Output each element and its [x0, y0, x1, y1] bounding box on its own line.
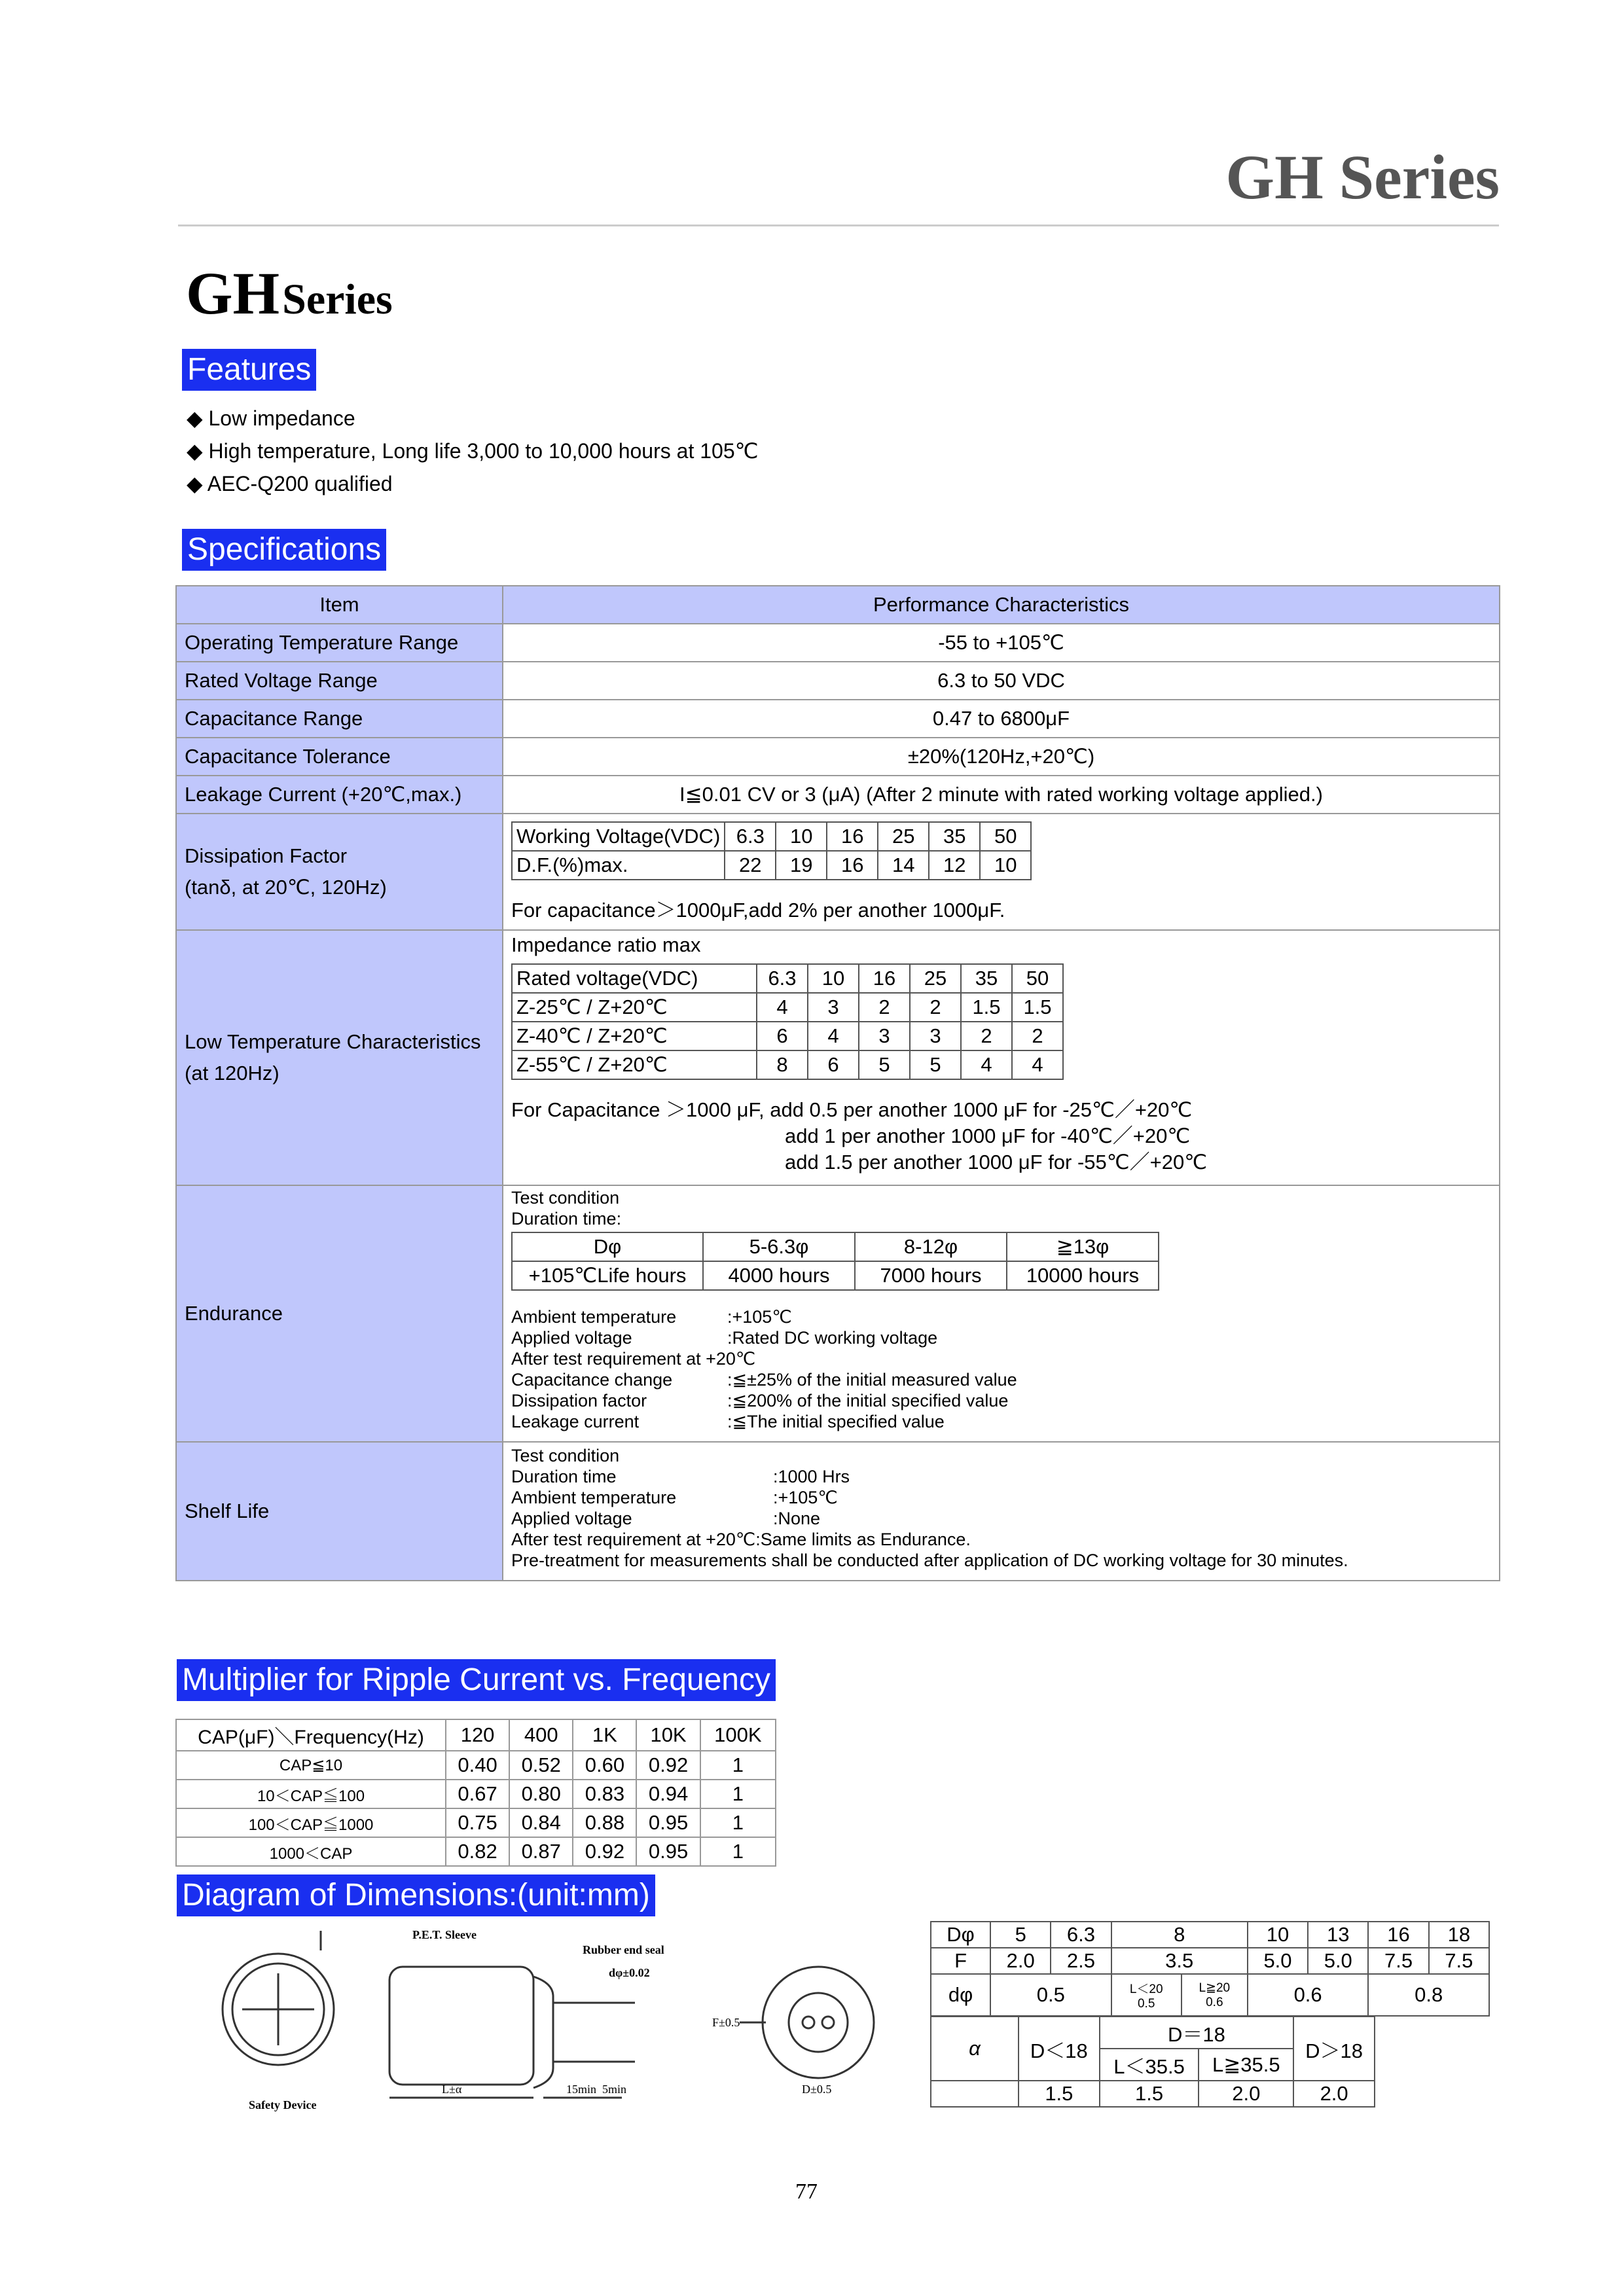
alpha-label: α [931, 2017, 1019, 2081]
length-label: L±α [442, 2083, 462, 2096]
alpha-cell: 1.5 [1100, 2081, 1199, 2107]
lowtemp-cell: 3 [808, 993, 859, 1022]
condition-value: :+105℃ [727, 1307, 792, 1327]
ripple-freq: 1K [573, 1719, 636, 1751]
endurance-table [511, 1232, 1159, 1291]
lowtemp-cell: 10 [808, 964, 859, 993]
features-heading: Features [182, 349, 316, 391]
ripple-cell: 0.95 [636, 1837, 700, 1866]
lowtemp-cell: 6 [757, 1022, 808, 1050]
page-title-main: GH [186, 260, 280, 327]
lowtemp-cell: 6.3 [757, 964, 808, 993]
condition-key: After test requirement at +20℃ [511, 1349, 756, 1369]
df-voltage: 10 [776, 822, 827, 851]
spec-col-item: Item [176, 586, 503, 624]
alpha-head: D＜18 [1019, 2017, 1100, 2081]
ripple-cell: 0.87 [509, 1837, 573, 1866]
shelf-pretreat: Pre-treatment for measurements shall be conducted after application of DC working voltage for 30 minutes. [511, 1551, 1348, 1570]
dim-cell: 0.8 [1368, 1974, 1489, 2016]
lowtemp-notes [511, 1097, 1499, 1175]
lead-hole [803, 2017, 814, 2028]
df-value: 22 [725, 851, 776, 880]
endurance-conditions [511, 1306, 1499, 1432]
ripple-cell: 0.84 [509, 1808, 573, 1837]
ripple-heading: Multiplier for Ripple Current vs. Frequency [177, 1659, 776, 1701]
condition-value: :Rated DC working voltage [727, 1328, 938, 1348]
alpha-sub-head: L＜35.5 [1100, 2049, 1199, 2081]
endurance-head: ≧13φ [1007, 1232, 1159, 1261]
dim-sub-label: L＜20 [1129, 1982, 1163, 1996]
endurance-test-condition: Test condition [511, 1188, 620, 1208]
lowtemp-row-label: Z-40℃ / Z+20℃ [512, 1022, 757, 1050]
lowtemp-row-label: Z-55℃ / Z+20℃ [512, 1050, 757, 1079]
condition-key: Applied voltage [511, 1328, 632, 1348]
dim-sub-label: L≧20 [1199, 1981, 1231, 1995]
ripple-row-label: CAP≦10 [176, 1751, 446, 1780]
page-title [186, 259, 393, 328]
lowtemp-cell: 3 [910, 1022, 961, 1050]
spec-value: -55 to +105℃ [503, 624, 1500, 662]
ripple-freq: 400 [509, 1719, 573, 1751]
lowtemp-cell: 4 [757, 993, 808, 1022]
df-voltage: 35 [929, 822, 980, 851]
spec-value-shelf [503, 1442, 1500, 1581]
specifications-table [175, 585, 1500, 1581]
dim-cell: 5.0 [1248, 1948, 1308, 1974]
dim-cell: 6.3 [1051, 1922, 1111, 1948]
spec-item-line: Dissipation Factor [185, 844, 348, 867]
dim-cell: 0.6 [1248, 1974, 1369, 2016]
condition-key: Ambient temperature [511, 1488, 677, 1507]
condition-value: :+105℃ [773, 1488, 838, 1507]
pet-sleeve-label: P.E.T. Sleeve [412, 1928, 477, 1941]
rubber-seal-label: Rubber end seal [583, 1943, 664, 1956]
min5-label: 5min [602, 2083, 627, 2096]
condition-key: Ambient temperature [511, 1307, 677, 1327]
ripple-cell: 0.52 [509, 1751, 573, 1780]
ripple-cell: 1 [700, 1808, 776, 1837]
dim-cell: 7.5 [1368, 1948, 1428, 1974]
lowtemp-cell: 3 [859, 1022, 910, 1050]
lowtemp-cell: 4 [961, 1050, 1012, 1079]
ripple-cell: 0.60 [573, 1751, 636, 1780]
lowtemp-cell: 4 [808, 1022, 859, 1050]
endurance-cell: +105℃Life hours [512, 1261, 703, 1290]
condition-value: :1000 Hrs [773, 1467, 850, 1486]
endurance-head: 8-12φ [855, 1232, 1007, 1261]
dimension-table [930, 1921, 1490, 2017]
feature-item: ◆ Low impedance [187, 406, 355, 430]
page-title-sub: Series [282, 276, 393, 323]
df-value: 10 [980, 851, 1031, 880]
ripple-cell: 1 [700, 1780, 776, 1808]
condition-value: :≦±25% of the initial measured value [727, 1370, 1017, 1390]
dim-cell: 5 [990, 1922, 1051, 1948]
dim-cell-split [1111, 1974, 1182, 2016]
header-series-title: GH Series [1225, 142, 1500, 212]
spec-value: I≦0.01 CV or 3 (μA) (After 2 minute with rated working voltage applied.) [503, 776, 1500, 814]
condition-value: :≦The initial specified value [727, 1412, 945, 1431]
lowtemp-cell: 1.5 [961, 993, 1012, 1022]
ripple-cell: 1 [700, 1837, 776, 1866]
lowtemp-cell: 35 [961, 964, 1012, 993]
feature-item: ◆ AEC-Q200 qualified [187, 472, 393, 495]
lowtemp-cell: 8 [757, 1050, 808, 1079]
lowtemp-cell: 4 [1012, 1050, 1063, 1079]
dim-row-label: dφ [931, 1974, 990, 2016]
lowtemp-cell: 50 [1012, 964, 1063, 993]
min15-label: 15min [566, 2083, 597, 2096]
dim-cell: 13 [1308, 1922, 1368, 1948]
spec-item: Capacitance Tolerance [176, 738, 503, 776]
capacitor-body [389, 1967, 533, 2085]
condition-key: Dissipation factor [511, 1391, 647, 1410]
dim-cell: 5.0 [1308, 1948, 1368, 1974]
spec-value-lowtemp [503, 930, 1500, 1185]
feature-text: High temperature, Long life 3,000 to 10,000 hours at 105℃ [208, 439, 759, 463]
df-voltage: 25 [878, 822, 929, 851]
endurance-cell: 7000 hours [855, 1261, 1007, 1290]
dim-cell: 2.0 [990, 1948, 1051, 1974]
ripple-cell: 0.95 [636, 1808, 700, 1837]
feature-text: Low impedance [208, 406, 355, 430]
dimension-drawing [216, 1924, 903, 2121]
condition-key: Duration time [511, 1467, 617, 1486]
bottom-view-inner [789, 1993, 848, 2052]
spec-item-line: (at 120Hz) [185, 1062, 280, 1085]
lowtemp-cell: 2 [910, 993, 961, 1022]
endurance-head: Dφ [512, 1232, 703, 1261]
spec-col-performance: Performance Characteristics [503, 586, 1500, 624]
ripple-cell: 0.67 [446, 1780, 509, 1808]
spec-item-lowtemp [176, 930, 503, 1185]
endurance-duration: Duration time: [511, 1209, 622, 1229]
spec-item-line: (tanδ, at 20℃, 120Hz) [185, 876, 387, 899]
dim-sub-value: 0.6 [1206, 1995, 1223, 2009]
shelf-test-condition: Test condition [511, 1446, 620, 1465]
lowtemp-table [511, 963, 1064, 1080]
ripple-cell: 0.75 [446, 1808, 509, 1837]
spec-item: Rated Voltage Range [176, 662, 503, 700]
lowtemp-note: add 1 per another 1000 μF for -40℃／+20℃ [785, 1124, 1191, 1147]
condition-key: Leakage current [511, 1412, 640, 1431]
condition-value: :None [773, 1509, 821, 1528]
dim-cell: 10 [1248, 1922, 1308, 1948]
spec-item-endurance: Endurance [176, 1185, 503, 1442]
spec-item: Operating Temperature Range [176, 624, 503, 662]
df-value: 12 [929, 851, 980, 880]
ripple-cell: 0.80 [509, 1780, 573, 1808]
df-row-label: Working Voltage(VDC) [512, 822, 725, 851]
header-divider [178, 224, 1499, 226]
feature-item: ◆ High temperature, Long life 3,000 to 10,000 hours at 105℃ [187, 439, 759, 463]
ripple-cell: 1 [700, 1751, 776, 1780]
df-voltage: 50 [980, 822, 1031, 851]
dim-cell: 0.5 [990, 1974, 1111, 2016]
ripple-cell: 0.92 [573, 1837, 636, 1866]
spec-value: 0.47 to 6800μF [503, 700, 1500, 738]
lead-hole [822, 2017, 834, 2028]
lowtemp-cell: 25 [910, 964, 961, 993]
alpha-table [930, 2016, 1375, 2108]
df-table [511, 821, 1032, 880]
ripple-row-label: 10＜CAP≦100 [176, 1780, 446, 1808]
df-value: 19 [776, 851, 827, 880]
alpha-cell: 2.0 [1293, 2081, 1375, 2107]
lowtemp-cell: 1.5 [1012, 993, 1063, 1022]
dim-cell-split [1182, 1974, 1248, 2016]
lowtemp-note: add 1.5 per another 1000 μF for -55℃／+20℃ [785, 1151, 1208, 1174]
ripple-freq: 120 [446, 1719, 509, 1751]
safety-device-label: Safety Device [249, 2098, 317, 2111]
endurance-cell: 4000 hours [703, 1261, 855, 1290]
endurance-cell: 10000 hours [1007, 1261, 1159, 1290]
ripple-row-label: 100＜CAP≦1000 [176, 1808, 446, 1837]
dim-cell: 18 [1429, 1922, 1489, 1948]
df-note: For capacitance＞1000μF,add 2% per another 1000μF. [511, 898, 1005, 922]
f-label: F±0.5 [712, 2016, 740, 2029]
ripple-cell: 0.83 [573, 1780, 636, 1808]
lowtemp-row-label: Z-25℃ / Z+20℃ [512, 993, 757, 1022]
ripple-cell: 0.88 [573, 1808, 636, 1837]
spec-value: 6.3 to 50 VDC [503, 662, 1500, 700]
page-number: 77 [795, 2179, 818, 2204]
alpha-sub-head: L≧35.5 [1199, 2049, 1293, 2081]
bottom-view-circle [763, 1967, 874, 2078]
dphi-label: dφ±0.02 [609, 1966, 650, 1979]
spec-value-dissipation [503, 814, 1500, 930]
spec-value: ±20%(120Hz,+20℃) [503, 738, 1500, 776]
ripple-table [175, 1719, 776, 1867]
lowtemp-row-label: Rated voltage(VDC) [512, 964, 757, 993]
alpha-cell: 1.5 [1019, 2081, 1100, 2107]
ripple-cell: 0.94 [636, 1780, 700, 1808]
specifications-heading: Specifications [182, 529, 386, 571]
spec-item-dissipation [176, 814, 503, 930]
spec-item: Leakage Current (+20℃,max.) [176, 776, 503, 814]
spec-value-endurance [503, 1185, 1500, 1442]
lowtemp-note: For Capacitance ＞1000 μF, add 0.5 per another 1000 μF for -25℃／+20℃ [511, 1098, 1193, 1121]
df-row-label: D.F.(%)max. [512, 851, 725, 880]
ripple-head-label: CAP(μF)＼Frequency(Hz) [176, 1719, 446, 1751]
ripple-cell: 0.40 [446, 1751, 509, 1780]
dim-cell: 3.5 [1111, 1948, 1248, 1974]
dim-cell: 8 [1111, 1922, 1248, 1948]
lowtemp-cell: 6 [808, 1050, 859, 1079]
dim-cell: 16 [1368, 1922, 1428, 1948]
lowtemp-cell: 16 [859, 964, 910, 993]
df-value: 16 [827, 851, 878, 880]
lowtemp-cell: 2 [859, 993, 910, 1022]
alpha-empty [931, 2081, 1019, 2107]
df-value: 14 [878, 851, 929, 880]
spec-item-line: Low Temperature Characteristics [185, 1030, 481, 1053]
dim-cell: 2.5 [1051, 1948, 1111, 1974]
feature-text: AEC-Q200 qualified [207, 472, 393, 495]
spec-item-shelf: Shelf Life [176, 1442, 503, 1581]
condition-value: :≦200% of the initial specified value [727, 1391, 1009, 1410]
dim-cell: 7.5 [1429, 1948, 1489, 1974]
d-label: D±0.5 [802, 2083, 832, 2096]
dim-row-label: F [931, 1948, 990, 1974]
spec-item: Capacitance Range [176, 700, 503, 738]
ripple-freq: 100K [700, 1719, 776, 1751]
alpha-head: D＝18 [1100, 2017, 1294, 2049]
lowtemp-cell: 2 [1012, 1022, 1063, 1050]
dim-sub-value: 0.5 [1137, 1996, 1155, 2011]
ripple-cell: 0.92 [636, 1751, 700, 1780]
lowtemp-cell: 5 [910, 1050, 961, 1079]
df-voltage: 6.3 [725, 822, 776, 851]
rubber-seal [533, 1977, 553, 2088]
dim-row-label: Dφ [931, 1922, 990, 1948]
alpha-head: D＞18 [1293, 2017, 1375, 2081]
dimensions-heading: Diagram of Dimensions:(unit:mm) [177, 1874, 655, 1916]
ripple-cell: 0.82 [446, 1837, 509, 1866]
condition-key: Applied voltage [511, 1509, 632, 1528]
condition-key: Capacitance change [511, 1370, 673, 1390]
lowtemp-cell: 5 [859, 1050, 910, 1079]
ripple-row-label: 1000＜CAP [176, 1837, 446, 1866]
df-voltage: 16 [827, 822, 878, 851]
alpha-cell: 2.0 [1199, 2081, 1293, 2107]
lowtemp-heading: Impedance ratio max [511, 933, 701, 956]
lowtemp-cell: 2 [961, 1022, 1012, 1050]
shelf-after: After test requirement at +20℃:Same limits as Endurance. [511, 1530, 971, 1549]
ripple-freq: 10K [636, 1719, 700, 1751]
endurance-head: 5-6.3φ [703, 1232, 855, 1261]
